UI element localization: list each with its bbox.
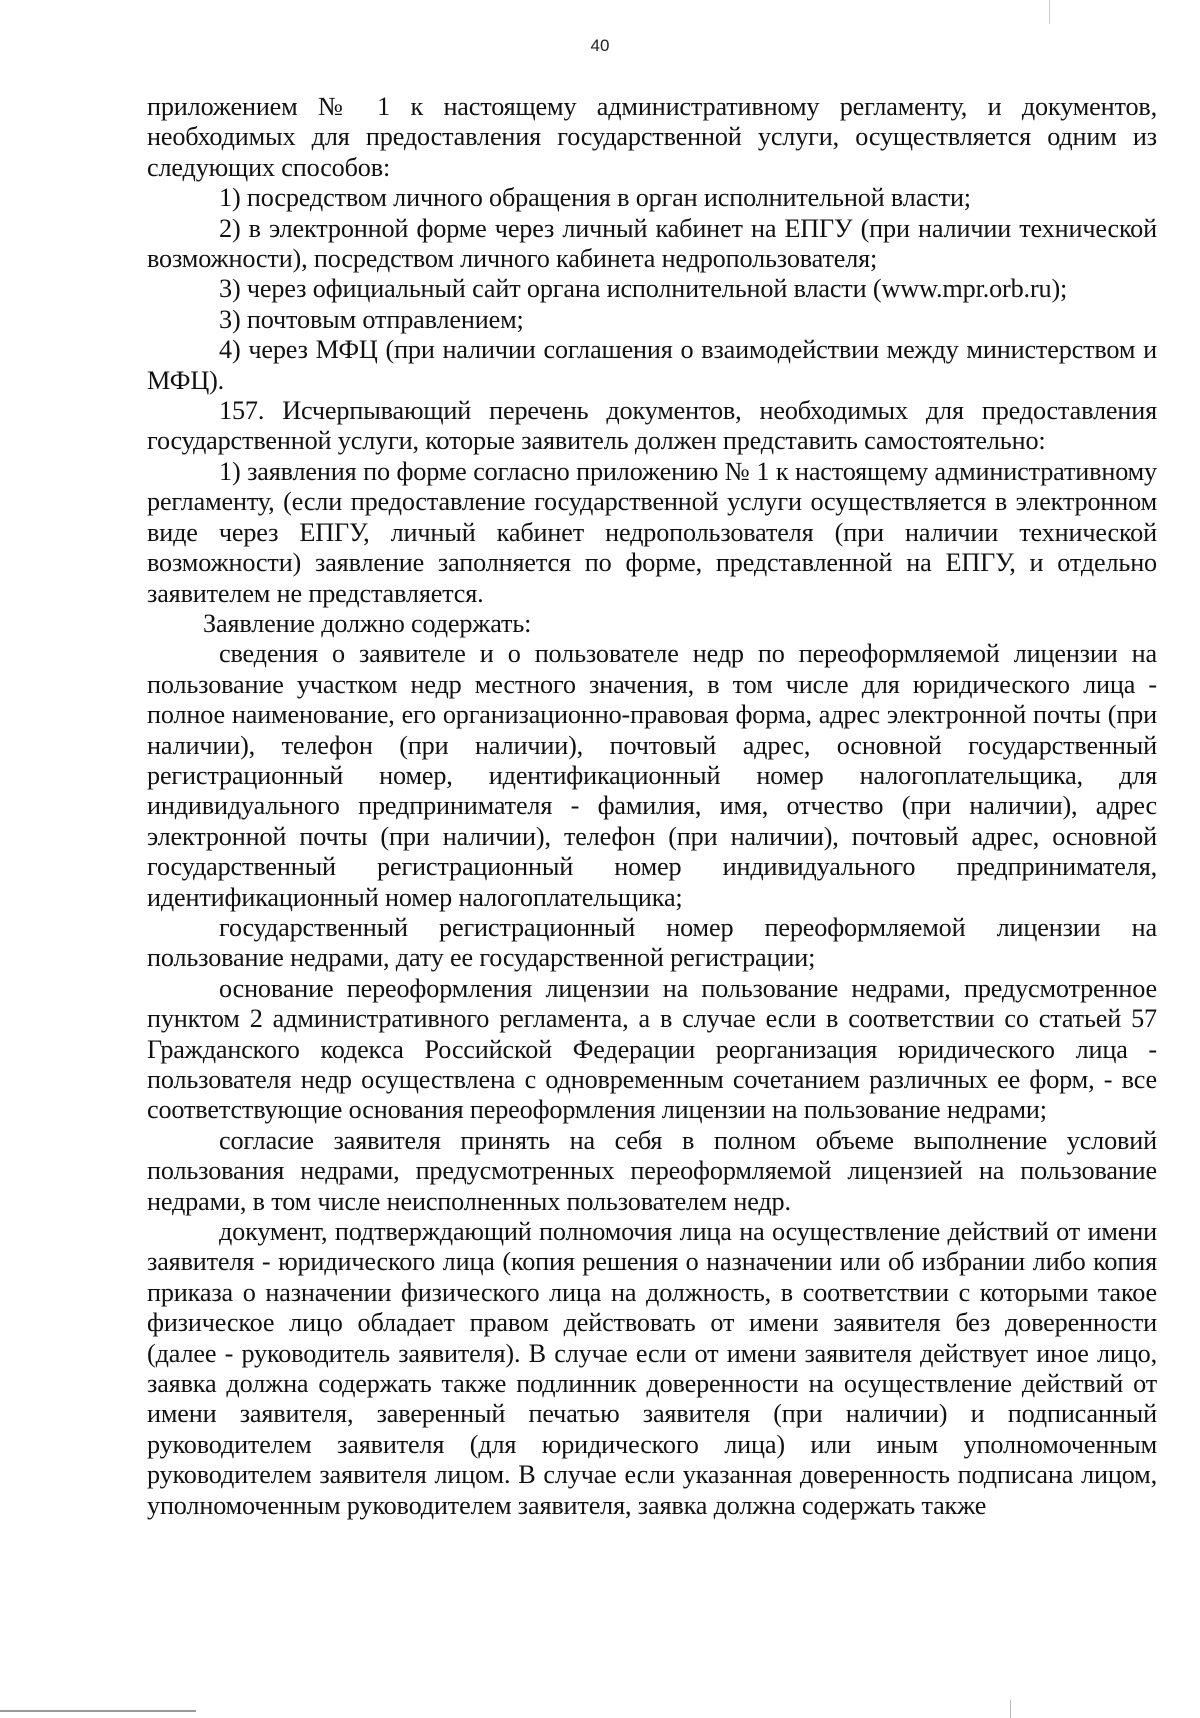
paragraph: Заявление должно содержать: (203, 608, 532, 638)
paragraph: приложением № 1 к настоящему административному регламенту, и документов, необходимых для предоставления государственной услуги, осуществляется одним из следующих способов: (147, 92, 1157, 182)
scan-edge-mark (1049, 0, 1050, 24)
paragraph: документ, подтверждающий полномочия лица на осуществление действий от имени заявителя - юридического лица (копия решения о назначении или об избрании либо копия приказа о назначении физического лица на должность, в соответствии с которыми такое физическое лицо обладает правом действовать от имени заявителя без доверенности (далее - руководитель заявителя). В случае если от имени заявителя действует иное лицо, заявка должна содержать также подлинник доверенности на осуществление действий от имени заявителя, заверенный печатью заявителя (при наличии) и подписанный руководителем заявителя (для юридического лица) или иным уполномоченным руководителем заявителя лицом. В случае если указанная доверенность подписана лицом, уполномоченным руководителем заявителя, заявка должна содержать также (147, 1217, 1157, 1520)
paragraph: сведения о заявителе и о пользователе недр по переоформляемой лицензии на пользование участком недр местного значения, в том числе для юридического лица - полное наименование, его организационно-правовая форма, адрес электронной почты (при наличии), телефон (при наличии), почтовый адрес, основной государственный регистрационный номер, идентификационный номер налогоплательщика, для индивидуального предпринимателя - фамилия, имя, отчество (при наличии), адрес электронной почты (при наличии), телефон (при наличии), почтовый адрес, основной государственный регистрационный номер индивидуального предпринимателя, идентификационный номер налогоплательщика; (147, 639, 1157, 912)
list-item: 1) посредством личного обращения в орган исполнительной власти; (219, 183, 971, 213)
paragraph: государственный регистрационный номер переоформляемой лицензии на пользование недрами, дату ее государственной регистрации; (147, 912, 1157, 973)
section-paragraph-157: 157. Исчерпывающий перечень документов, необходимых для предоставления государственной услуги, которые заявитель должен представить самостоятельно: (147, 396, 1157, 456)
list-item: 3) почтовым отправлением; (219, 304, 524, 334)
list-item: 1) заявления по форме согласно приложению № 1 к настоящему административному регламенту, (если предоставление государственной услуги осуществляется в электронном виде через ЕПГУ, личный кабинет недропользователя (при наличии технической возможности) заявление заполняется по форме, представленной на ЕПГУ, и отдельно заявителем не представляется. (147, 456, 1157, 608)
list-item: 3) через официальный сайт органа исполнительной власти (www.mpr.orb.ru); (219, 274, 1068, 304)
list-item: 2) в электронной форме через личный кабинет на ЕПГУ (при наличии технической возможности), посредством личного кабинета недропользователя; (147, 213, 1157, 274)
paragraph: согласие заявителя принять на себя в полном объеме выполнение условий пользования недрами, предусмотренных переоформляемой лицензией на пользование недрами, в том числе неисполненных пользователем недр. (147, 1125, 1157, 1216)
page-number: 40 (590, 36, 610, 55)
scan-edge-mark (1010, 1700, 1011, 1718)
list-item: 4) через МФЦ (при наличии соглашения о взаимодействии между министерством и МФЦ). (147, 335, 1157, 395)
document-body (147, 92, 1157, 1521)
scan-edge-mark (0, 1710, 196, 1712)
paragraph: основание переоформления лицензии на пользование недрами, предусмотренное пунктом 2 административного регламента, а в случае если в соответствии со статьей 57 Гражданского кодекса Российской Федерации реорганизация юридического лица - пользователя недр осуществлена с одновременным сочетанием различных ее форм, - все соответствующие основания переоформления лицензии на пользование недрами; (147, 973, 1157, 1125)
